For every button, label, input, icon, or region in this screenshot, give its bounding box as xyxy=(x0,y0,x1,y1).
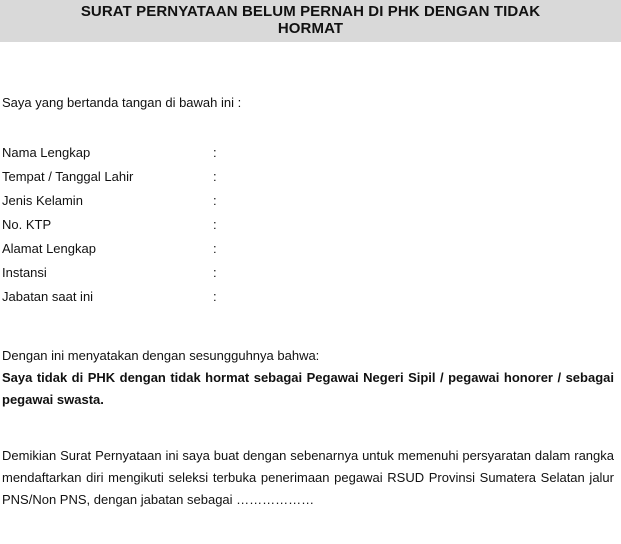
field-row-alamat-lengkap xyxy=(2,240,402,264)
field-label: Jabatan saat ini xyxy=(2,289,94,304)
field-colon: : xyxy=(213,145,217,160)
field-label: Nama Lengkap xyxy=(2,145,91,160)
field-colon: : xyxy=(213,241,217,256)
closing-paragraph: Demikian Surat Pernyataan ini saya buat dengan sebenarnya untuk memenuhi persyaratan dalam rangka mendaftarkan diri mengikuti seleksi terbuka penerimaan pegawai RSUD Provinsi Sumatera Selatan jalur PNS/Non PNS, dengan jabatan sebagai ……………… xyxy=(2,448,614,507)
field-colon: : xyxy=(213,289,217,304)
statement-declaration: Saya tidak di PHK dengan tidak hormat sebagai Pegawai Negeri Sipil / pegawai honorer / sebagai pegawai swasta. xyxy=(2,370,614,407)
field-label: Alamat Lengkap xyxy=(2,241,96,256)
statement-intro: Dengan ini menyatakan dengan sesungguhnya bahwa: xyxy=(2,348,320,363)
document-title xyxy=(0,0,621,42)
field-colon: : xyxy=(213,265,217,280)
field-colon: : xyxy=(213,217,217,232)
field-row-jabatan-saat-ini xyxy=(2,288,402,312)
field-label: Instansi xyxy=(2,265,47,280)
statement-section xyxy=(2,345,614,411)
field-label: Tempat / Tanggal Lahir xyxy=(2,169,134,184)
field-colon: : xyxy=(213,169,217,184)
field-row-instansi xyxy=(2,264,402,288)
field-row-nama-lengkap xyxy=(2,144,402,168)
field-colon: : xyxy=(213,193,217,208)
intro-text: Saya yang bertanda tangan di bawah ini : xyxy=(2,95,242,110)
field-row-no-ktp xyxy=(2,216,402,240)
field-row-tempat-tanggal-lahir xyxy=(2,168,402,192)
field-label: Jenis Kelamin xyxy=(2,193,83,208)
field-row-jenis-kelamin xyxy=(2,192,402,216)
field-label: No. KTP xyxy=(2,217,52,232)
identity-fields xyxy=(2,144,402,312)
document-title-line-1: SURAT PERNYATAAN BELUM PERNAH DI PHK DENGAN TIDAK xyxy=(80,3,541,20)
document-title-line-2: HORMAT xyxy=(277,20,344,37)
